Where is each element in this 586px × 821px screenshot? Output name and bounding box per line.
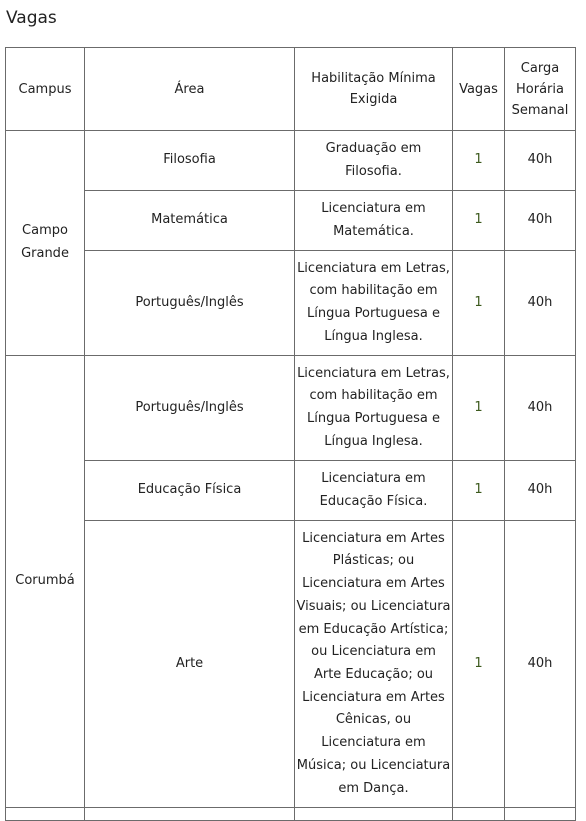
- table-row-partial: [6, 808, 576, 821]
- vagas-cell: 1: [453, 461, 505, 521]
- table-cell: [505, 808, 576, 821]
- vagas-cell: 1: [453, 131, 505, 191]
- habilitacao-cell: Licenciatura em Letras, com habilitação em Língua Portuguesa e Língua Inglesa.: [295, 356, 453, 461]
- carga-cell: 40h: [505, 251, 576, 356]
- habilitacao-cell: Graduação em Filosofia.: [295, 131, 453, 191]
- table-cell: [85, 808, 295, 821]
- area-cell: Português/Inglês: [85, 251, 295, 356]
- campus-cell: Corumbá: [6, 356, 85, 808]
- table-row: [6, 521, 576, 808]
- area-cell: Filosofia: [85, 131, 295, 191]
- table-row: [6, 191, 576, 251]
- table-row: [6, 131, 576, 191]
- habilitacao-cell: Licenciatura em Educação Física.: [295, 461, 453, 521]
- header-carga: Carga Horária Semanal: [505, 48, 576, 131]
- table-row: [6, 356, 576, 461]
- table-row: [6, 251, 576, 356]
- header-habilitacao: Habilitação Mínima Exigida: [295, 48, 453, 131]
- header-vagas: Vagas: [453, 48, 505, 131]
- vagas-table: [5, 47, 576, 821]
- vagas-cell: 1: [453, 356, 505, 461]
- header-campus: Campus: [6, 48, 85, 131]
- carga-cell: 40h: [505, 356, 576, 461]
- vagas-cell: 1: [453, 251, 505, 356]
- page-title: Vagas: [6, 8, 57, 28]
- area-cell: Educação Física: [85, 461, 295, 521]
- habilitacao-cell: Licenciatura em Letras, com habilitação em Língua Portuguesa e Língua Inglesa.: [295, 251, 453, 356]
- habilitacao-cell: Licenciatura em Artes Plásticas; ou Licenciatura em Artes Visuais; ou Licenciatura em Educação Artística; ou Licenciatura em Arte Educação; ou Licenciatura em Artes Cênicas, ou Licenciatura em Música; ou Licenciatura em Dança.: [295, 521, 453, 808]
- carga-cell: 40h: [505, 461, 576, 521]
- table-cell: [6, 808, 85, 821]
- carga-cell: 40h: [505, 521, 576, 808]
- area-cell: Matemática: [85, 191, 295, 251]
- carga-cell: 40h: [505, 191, 576, 251]
- area-cell: Arte: [85, 521, 295, 808]
- table-row: [6, 461, 576, 521]
- carga-cell: 40h: [505, 131, 576, 191]
- vagas-cell: 1: [453, 521, 505, 808]
- vagas-cell: 1: [453, 191, 505, 251]
- header-area: Área: [85, 48, 295, 131]
- habilitacao-cell: Licenciatura em Matemática.: [295, 191, 453, 251]
- campus-cell: Campo Grande: [6, 131, 85, 356]
- table-header-row: [6, 48, 576, 131]
- area-cell: Português/Inglês: [85, 356, 295, 461]
- table-cell: [295, 808, 453, 821]
- table-cell: [453, 808, 505, 821]
